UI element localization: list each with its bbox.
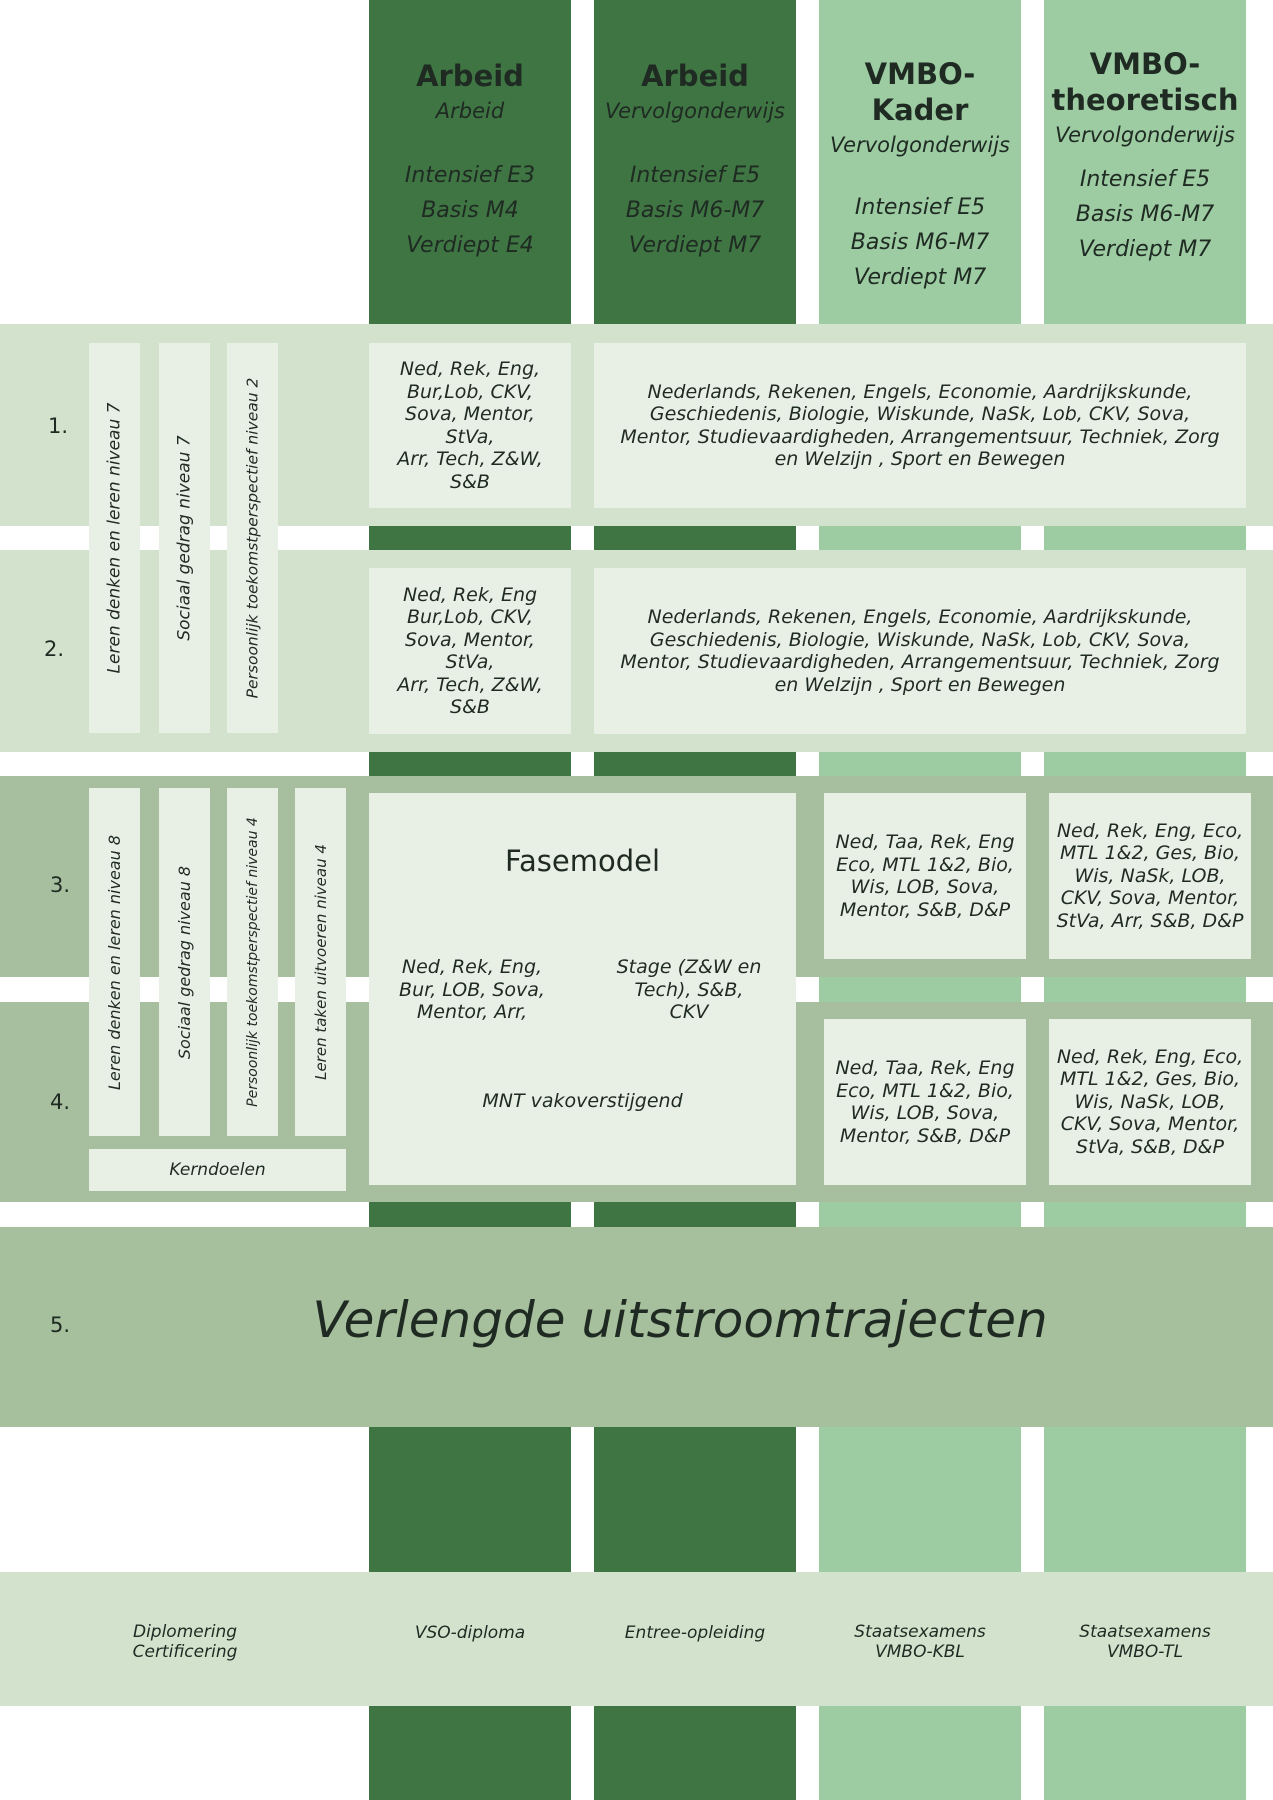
outcome-label: Diplomering Certificering [132,1622,238,1662]
level: Basis M4 [421,198,519,223]
row4-tl-subjects: Ned, Rek, Eng, Eco, MTL 1&2, Ges, Bio, Wis, NaSk, LOB, CKV, Sova, Mentor, StVa, S&B, D&P [1049,1019,1251,1185]
vertical-label: Sociaal gedrag niveau 7 [159,343,210,733]
level: Basis M6-M7 [625,198,765,223]
row3-kader-subjects: Ned, Taa, Rek, Eng Eco, MTL 1&2, Bio, Wis, LOB, Sova, Mentor, S&B, D&P [824,793,1026,959]
row-number-4: 4. [49,1090,71,1114]
row-number-5: 5. [49,1313,71,1337]
fasemodel-title: Fasemodel [504,844,661,878]
column-header-1 [369,58,571,263]
row2-vervolgonderwijs-subjects: Nederlands, Rekenen, Engels, Economie, Aardrijkskunde, Geschiedenis, Biologie, Wiskunde, NaSk, Lob, CKV, Sova, Mentor, Studievaardigheden, Arrangementsuur, Techniek, Zorg en Welzijn , Sport en Bewegen [594,568,1246,734]
level: Verdiept E4 [406,233,534,258]
row-number-3: 3. [49,873,71,897]
fasemodel-card [369,793,796,1185]
level: Intensief E5 [629,163,761,188]
fasemodel-right: Stage (Z&W en Tech), S&B, CKV [616,956,762,1023]
vertical-label: Leren taken uitvoeren niveau 4 [295,788,346,1136]
level: Intensief E5 [854,195,986,220]
row2-arbeid-subjects: Ned, Rek, Eng Bur,Lob, CKV, Sova, Mentor, StVa, Arr, Tech, Z&W, S&B [369,568,571,734]
column-title: VMBO-Kader [864,57,976,127]
level: Intensief E5 [1079,167,1211,192]
level: Basis M6-M7 [850,230,990,255]
vertical-label: Sociaal gedrag niveau 8 [159,788,210,1136]
fasemodel-bottom: MNT vakoverstijgend [482,1090,683,1112]
column-subtitle: Arbeid [435,99,505,123]
vertical-label: Persoonlijk toekomstperspectief niveau 2 [227,343,278,733]
fasemodel-left: Ned, Rek, Eng, Bur, LOB, Sova, Mentor, Arr, [399,956,545,1023]
level: Basis M6-M7 [1075,202,1215,227]
level: Verdiept M7 [628,233,762,258]
row-number-2: 2. [43,637,65,661]
row1-vervolgonderwijs-subjects: Nederlands, Rekenen, Engels, Economie, Aardrijkskunde, Geschiedenis, Biologie, Wiskunde, NaSk, Lob, CKV, Sova, Mentor, Studievaardigheden, Arrangementsuur, Techniek, Zorg en Welzijn , Sport en Bewegen [594,343,1246,508]
row4-kader-subjects: Ned, Taa, Rek, Eng Eco, MTL 1&2, Bio, Wis, LOB, Sova, Mentor, S&B, D&P [824,1019,1026,1185]
vertical-label: Persoonlijk toekomstperspectief niveau 4 [227,788,278,1136]
column-title-line: VMBO- [1089,47,1201,81]
level: Verdiept M7 [853,265,987,290]
vertical-label: Leren denken en leren niveau 7 [89,343,140,733]
kerndoelen-label: Kerndoelen [89,1149,346,1191]
column-subtitle: Vervolgonderwijs [1055,123,1235,147]
level: Intensief E3 [404,163,536,188]
column-title: Arbeid [641,59,749,93]
column-subtitle: Vervolgonderwijs [830,133,1010,157]
column-header-3 [819,56,1021,295]
column-header-2 [594,58,796,263]
outcome-vso-diploma: VSO-diploma [414,1623,526,1643]
outcome-staatsexamens-kbl: Staatsexamens VMBO-KBL [854,1622,986,1662]
column-title-line: theoretisch [1051,83,1239,117]
column-title: Arbeid [416,59,524,93]
vertical-label: Leren denken en leren niveau 8 [89,788,140,1136]
row-number-1: 1. [47,414,69,438]
column-header-4 [1044,46,1246,267]
outcome-entree-opleiding: Entree-opleiding [624,1623,766,1643]
level: Verdiept M7 [1078,237,1212,262]
column-subtitle: Vervolgonderwijs [605,99,785,123]
row3-tl-subjects: Ned, Rek, Eng, Eco, MTL 1&2, Ges, Bio, Wis, NaSk, LOB, CKV, Sova, Mentor, StVa, Arr, S&B, D&P [1049,793,1251,959]
outcome-staatsexamens-tl: Staatsexamens VMBO-TL [1079,1622,1211,1662]
row1-arbeid-subjects: Ned, Rek, Eng, Bur,Lob, CKV, Sova, Mentor, StVa, Arr, Tech, Z&W, S&B [369,343,571,508]
row5-title: Verlengde uitstroomtrajecten [312,1291,1048,1349]
